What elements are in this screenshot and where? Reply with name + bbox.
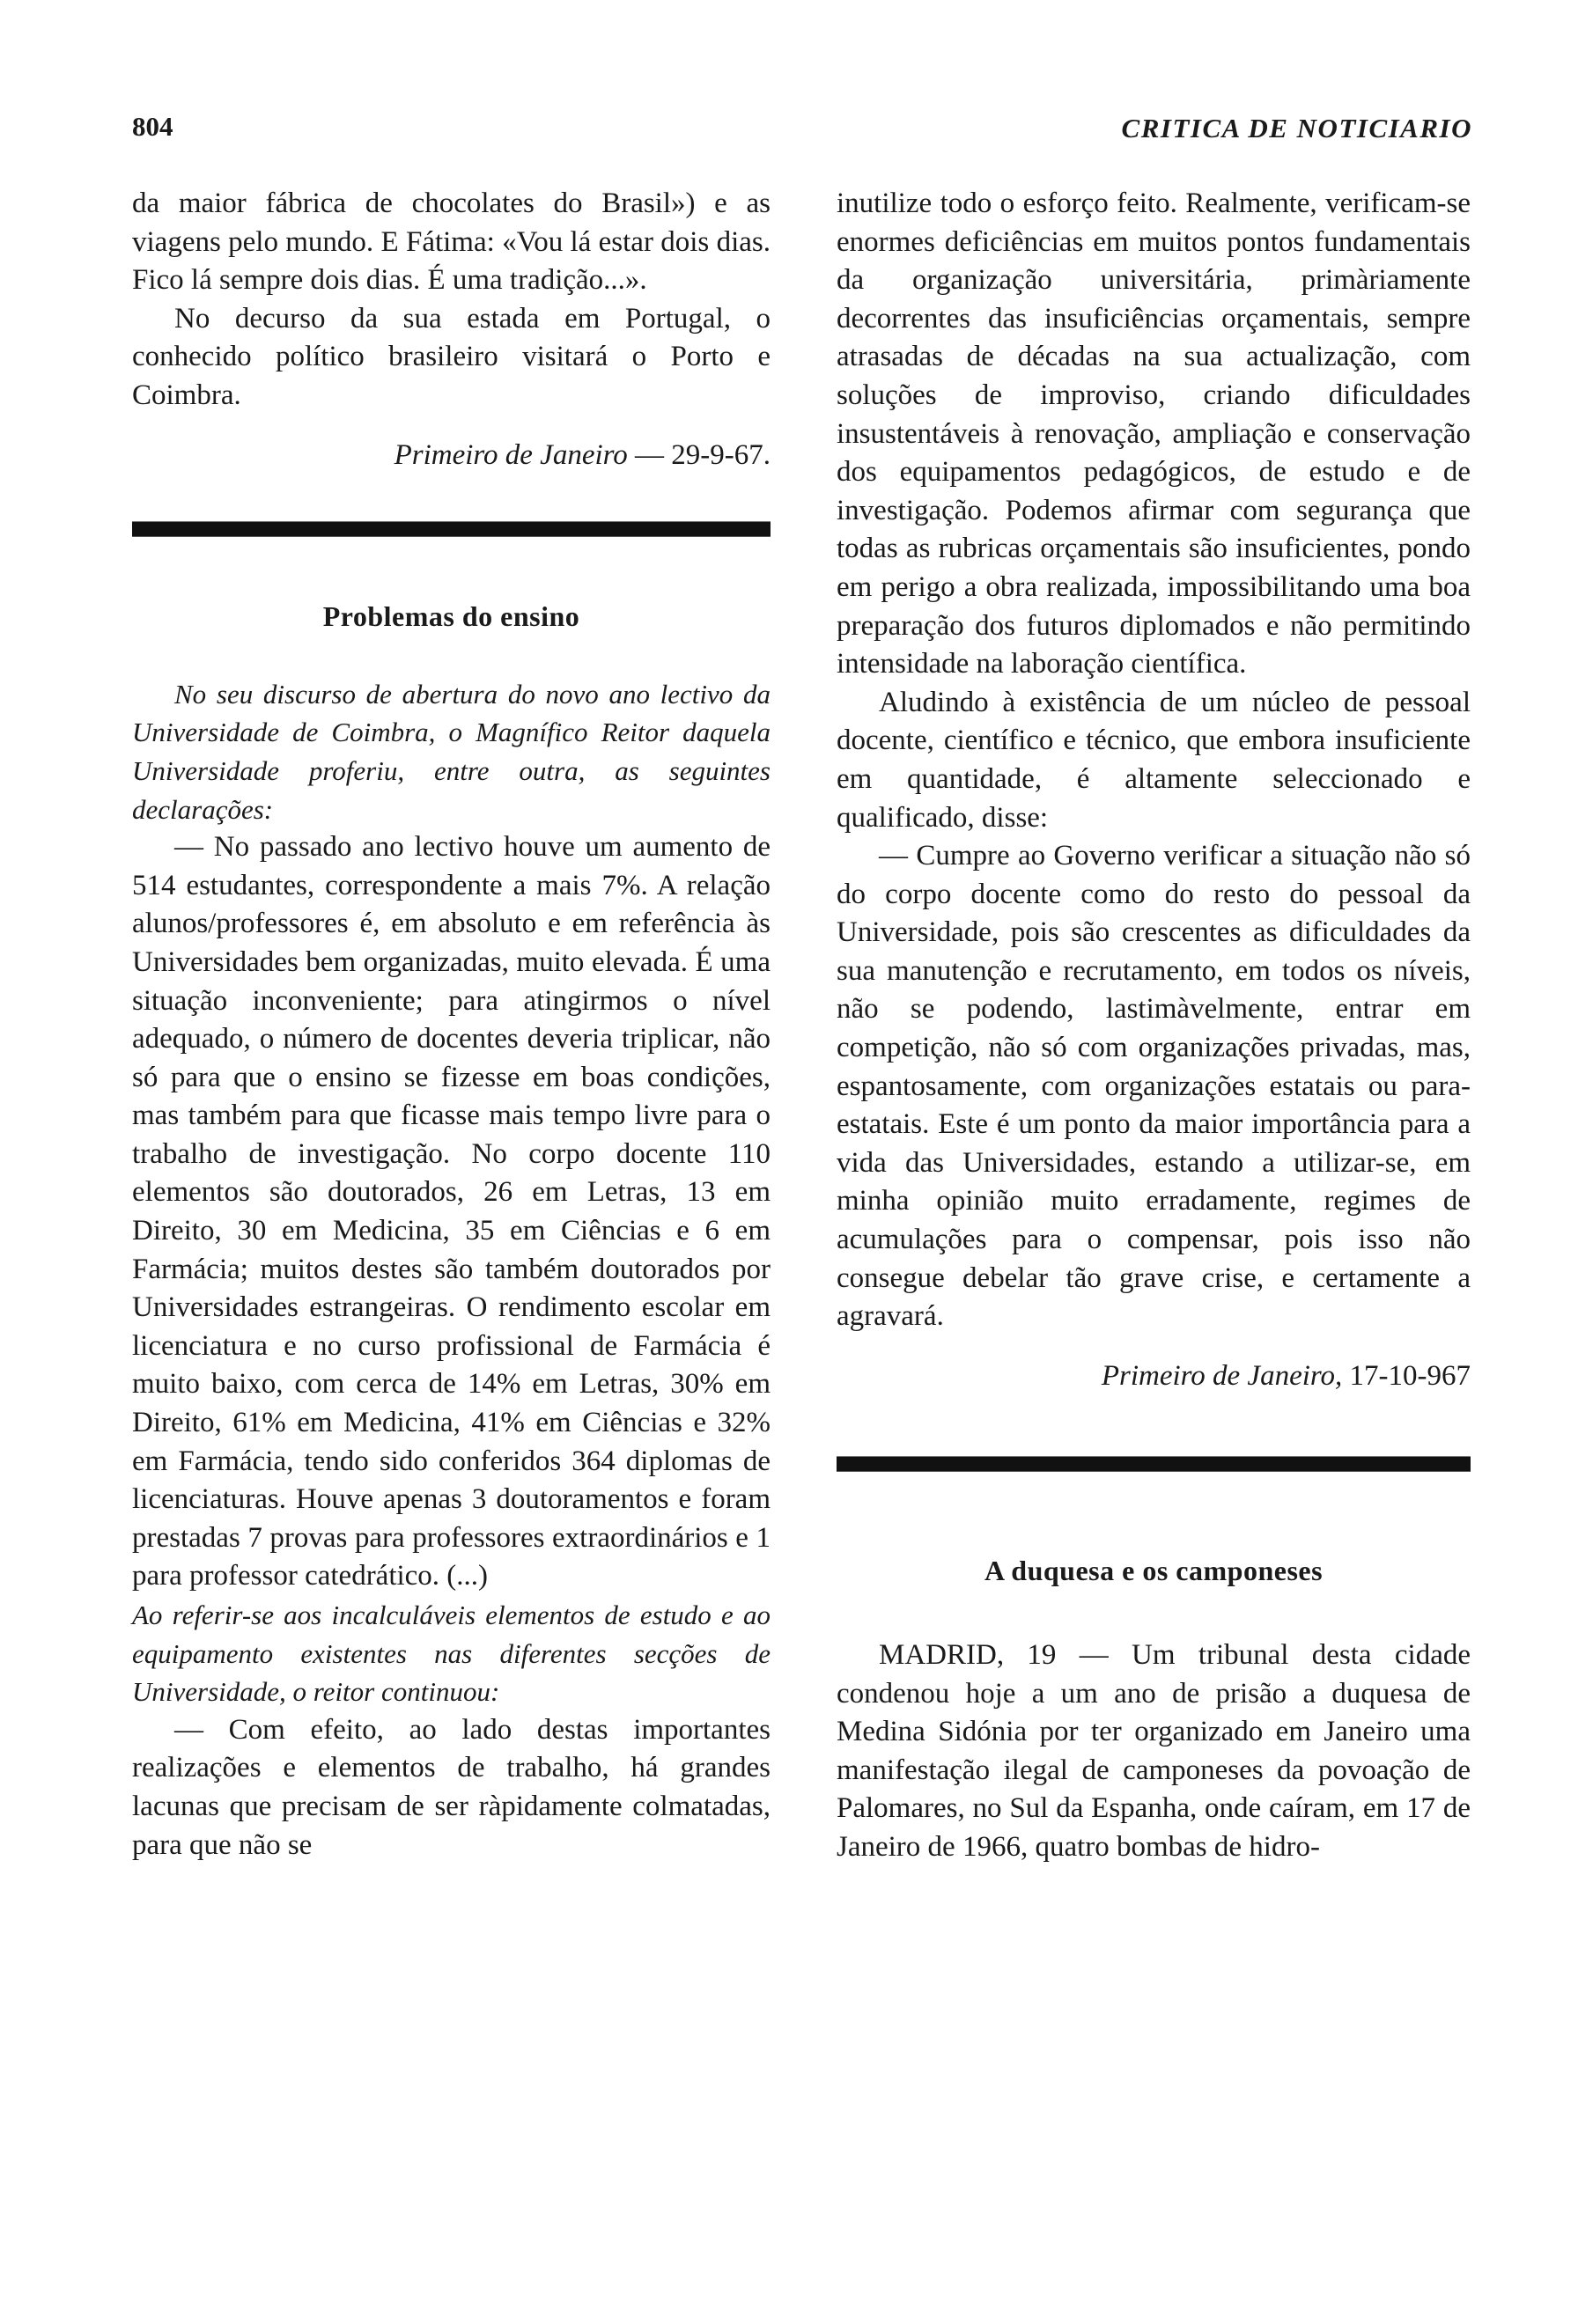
quote-paragraph: — Com efeito, ao lado destas importantes realizações e elementos de trabalho, há grandes lacunas que precisam de ser ràpidamente colmatadas, para que não se: [132, 1713, 771, 1861]
quote-paragraph: — Cumpre ao Governo verificar a situação não só do corpo docente como do resto do pessoal da Universidade, pois são crescentes as dificuldades da sua manutenção e recrutamento, em todos os níveis, não se podendo, lastimàvelmente, entrar em competição, não só com organizações privadas, mas, espantosamente, com organizações estatais ou para-estatais. Este é um ponto da maior importância para a vida das Universidades, estando a utilizar-se, em minha opinião muito erradamente, regimes de acumulações para o compensar, pois isso não consegue debelar tão grave crise, e certamente a agravará.: [837, 840, 1471, 1333]
page-number: 804: [132, 111, 173, 142]
paragraph: Aludindo à existência de um núcleo de pessoal docente, científico e técnico, que embora insuficiente em quantidade, é altamente seleccionado e qualificado, disse:: [837, 686, 1471, 834]
signature-date: 17-10-967: [1342, 1359, 1471, 1392]
source-signature: [132, 437, 771, 475]
paragraph-continued: inutilize todo o esforço feito. Realmente, verificam-se enormes deficiências em muitos pontos fundamentais da organização universitária, primàriamente decorrentes das insuficiências orçamentais, sempre atrasadas de décadas na sua actualização, com soluções de improviso, criando dificuldades insustentáveis à renovação, ampliação e conservação dos equipamentos pedagógicos, de estudo e de investigação. Podemos afirmar com segurança que todas as rubricas orçamentais são insuficientes, pondo em perigo a obra realizada, impossibilitando uma boa preparação dos futuros diplomados e não permitindo intensidade na laboração científica.: [837, 188, 1471, 680]
signature-date: — 29-9-67.: [627, 438, 771, 471]
paragraph: MADRID, 19 — Um tribunal desta cidade condenou hoje a um ano de prisão a duquesa de Medina Sidónia por ter organizado em Janeiro uma manifestação ilegal de camponeses da povoação de Palomares, no Sul da Espanha, onde caíram, em 17 de Janeiro de 1966, quatro bombas de hidro-: [837, 1639, 1471, 1863]
quote-paragraph: — No passado ano lectivo houve um aumento de 514 estudantes, correspondente a mais 7%. A relação alunos/professores é, em absoluto e em referência às Universidades bem organizadas, muito elevada. É uma situação inconveniente; para atingirmos o nível adequado, o número de docentes deveria triplicar, não só para que o ensino se fizesse em boas condições, mas também para que ficasse mais tempo livre para o trabalho de investigação. No corpo docente 110 elementos são doutorados, 26 em Letras, 13 em Direito, 30 em Medicina, 35 em Ciências e 6 em Farmácia; muitos destes são também doutorados por Universidades estrangeiras. O rendimento escolar em licenciatura e no curso profissional de Farmácia é muito baixo, com cerca de 14% em Letras, 30% em Direito, 61% em Medicina, 41% em Ciências e 32% em Farmácia, tendo sido conferidos 364 diplomas de licenciaturas. Houve apenas 3 doutoramentos e foram prestadas 7 provas para professores extraordinários e 1 para professor catedrático. (...): [132, 831, 771, 1592]
section-title: A duquesa e os camponeses: [984, 1555, 1324, 1587]
intro-italic: No seu discurso de abertura do novo ano lectivo da Universidade de Coimbra, o Magnífico Reitor daquela Universidade proferiu, entre outra, as seguintes declarações:: [132, 678, 771, 825]
section-title: Problemas do ensino: [322, 600, 580, 633]
running-title: CRITICA DE NOTICIARIO: [1121, 113, 1472, 143]
source-signature: [837, 1357, 1471, 1396]
paragraph: No decurso da sua estada em Portugal, o conhecido político brasileiro visitará o Porto e Coimbra.: [132, 302, 771, 411]
signature-source: Primeiro de Janeiro,: [1101, 1359, 1343, 1392]
paragraph: da maior fábrica de chocolates do Brasil») e as viagens pelo mundo. E Fátima: «Vou lá estar dois dias. Fico lá sempre dois dias. É uma tradição...».: [132, 188, 771, 297]
section-divider-rule: [837, 1457, 1471, 1471]
interlude-italic: Ao referir-se aos incalculáveis elementos de estudo e ao equipamento existentes nas diferentes secções de Universidade, o reitor continuou:: [132, 1600, 771, 1708]
signature-source: Primeiro de Janeiro: [394, 438, 628, 471]
section-divider-rule: [132, 522, 771, 536]
left-column: [132, 185, 771, 1864]
right-column: [837, 185, 1471, 1867]
